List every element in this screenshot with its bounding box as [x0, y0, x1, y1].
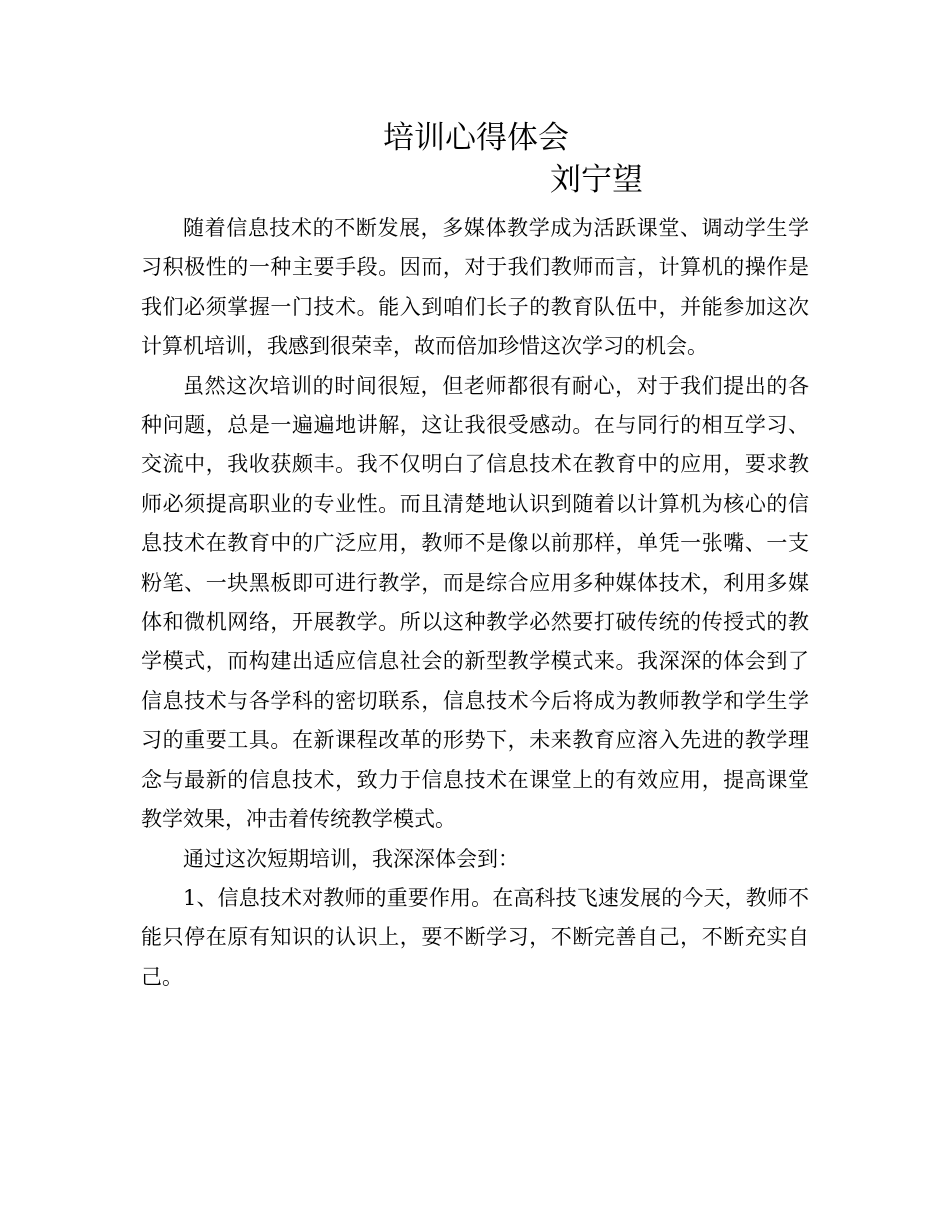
paragraph-1: 随着信息技术的不断发展，多媒体教学成为活跃课堂、调动学生学习积极性的一种主要手段。因而，对于我们教师而言，计算机的操作是我们必须掌握一门技术。能入到咱们长子的教育队伍中，并能参加这次计算机培训，我感到很荣幸，故而倍加珍惜这次学习的机会。 — [141, 216, 809, 359]
paragraph-4: 1、信息技术对教师的重要作用。在高科技飞速发展的今天，教师不能只停在原有知识的认识上，要不断学习，不断完善自己，不断充实自己。 — [141, 885, 809, 989]
document-author: 刘宁望 — [550, 162, 643, 198]
paragraph-3: 通过这次短期培训，我深深体会到： — [183, 846, 519, 871]
document-body — [141, 209, 809, 997]
document-title: 培训心得体会 — [383, 120, 569, 156]
paragraph-2: 虽然这次培训的时间很短，但老师都很有耐心，对于我们提出的各种问题，总是一遍遍地讲解，这让我很受感动。在与同行的相互学习、交流中，我收获颇丰。我不仅明白了信息技术在教育中的应用，要求教师必须提高职业的专业性。而且清楚地认识到随着以计算机为核心的信息技术在教育中的广泛应用，教师不是像以前那样，单凭一张嘴、一支粉笔、一块黑板即可进行教学，而是综合应用多种媒体技术，利用多媒体和微机网络，开展教学。所以这种教学必然要打破传统的传授式的教学模式，而构建出适应信息社会的新型教学模式来。我深深的体会到了信息技术与各学科的密切联系，信息技术今后将成为教师教学和学生学习的重要工具。在新课程改革的形势下，未来教育应溶入先进的教学理念与最新的信息技术，致力于信息技术在课堂上的有效应用，提高课堂教学效果，冲击着传统教学模式。 — [141, 373, 809, 832]
